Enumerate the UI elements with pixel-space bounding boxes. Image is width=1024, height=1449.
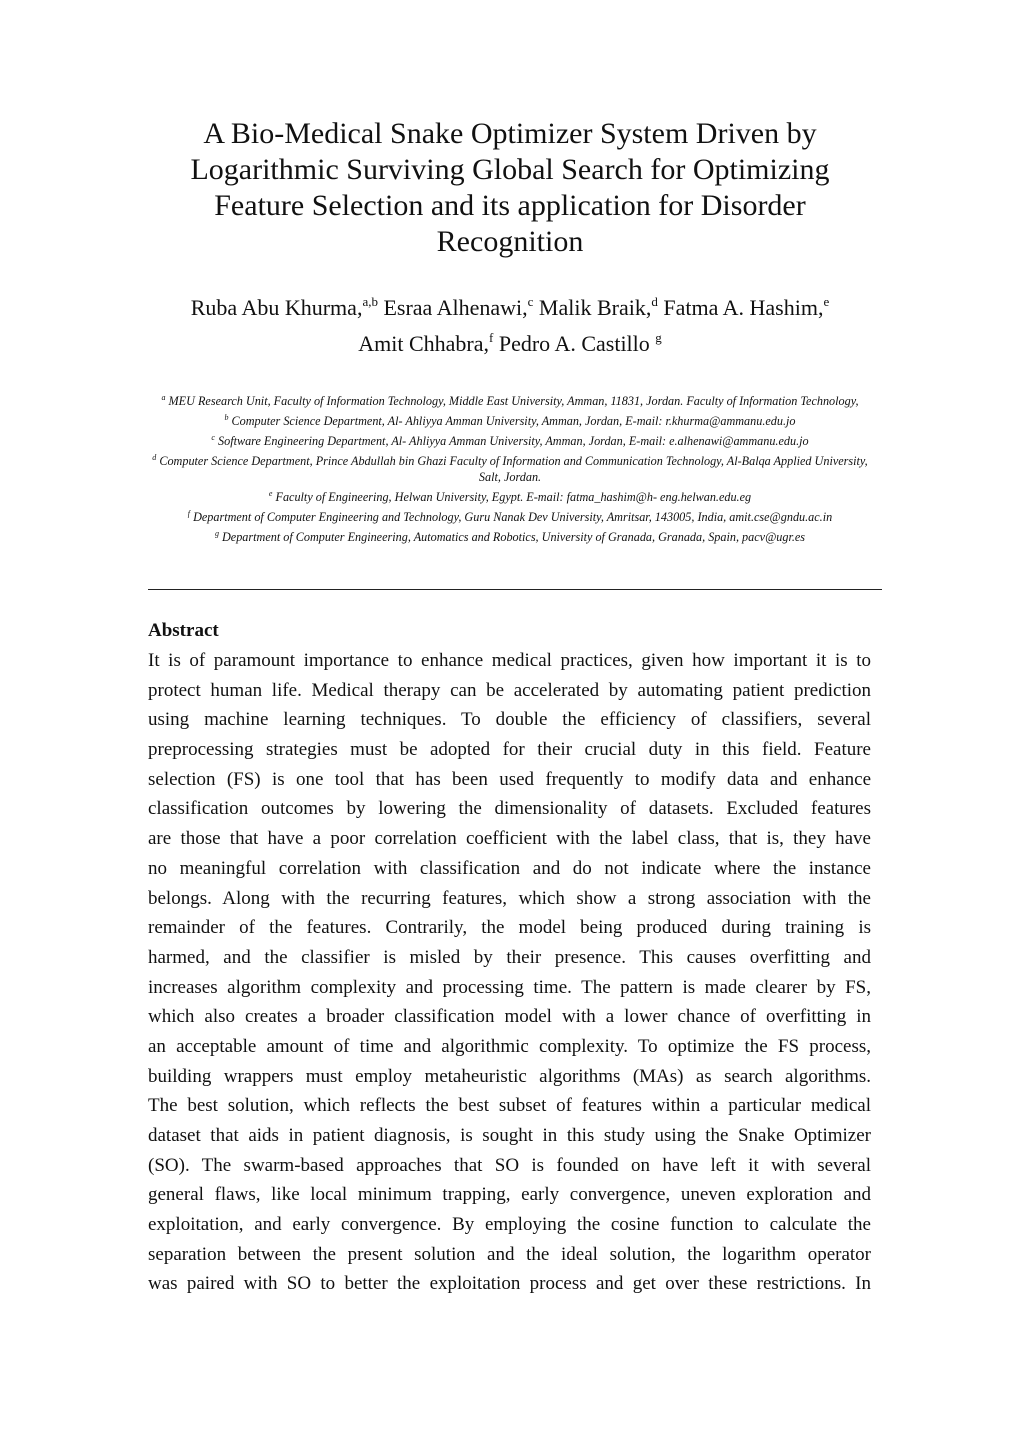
affiliation-mark: f (187, 509, 191, 518)
affiliation-text: Computer Science Department, Al- Ahliyya Amman University, Amman, Jordan, E-mail: r.khurma@ammanu.edu.jo (231, 414, 796, 428)
affiliation-item (140, 413, 880, 429)
title-line: Feature Selection and its application for Disorder (214, 189, 806, 222)
abstract-line: selection (FS) is one tool that has been used frequently to modify data and enhance (148, 768, 871, 790)
abstract-line: preprocessing strategies must be adopted for their crucial duty in this field. Feature (148, 739, 871, 761)
affiliation-item (140, 529, 880, 545)
affiliation-list (140, 393, 880, 545)
affiliation-text: Software Engineering Department, Al- Ahliyya Amman University, Amman, Jordan, E-mail: e.alhenawi@ammanu.edu.jo (218, 434, 809, 448)
affiliation-mark: a (161, 393, 166, 402)
affiliation-mark: b (224, 413, 229, 422)
abstract-line: dataset that aids in patient diagnosis, is sought in this study using the Snake Optimizer (148, 1125, 871, 1146)
abstract-line: no meaningful correlation with classification and do not indicate where the instance (148, 857, 871, 879)
section-divider (148, 589, 882, 590)
affiliation-mark: c (211, 433, 215, 442)
author-line (120, 290, 900, 326)
affiliation-text: MEU Research Unit, Faculty of Information Technology, Middle East University, Amman, 11831, Jordan. Faculty of Information Technology, (168, 394, 859, 408)
abstract-line: separation between the present solution and the ideal solution, the logarithm operator (148, 1243, 871, 1265)
abstract-line: remainder of the features. Contrarily, the model being produced during training is (148, 917, 871, 939)
affiliation-item (140, 489, 880, 505)
abstract-body (148, 646, 871, 1299)
abstract-line: belongs. Along with the recurring features, which show a strong association with the (148, 887, 871, 909)
affiliation-text: Department of Computer Engineering and Technology, Guru Nanak Dev University, Amritsar, 143005, India, amit.cse@gndu.ac.in (193, 510, 833, 524)
abstract-line: using machine learning techniques. To double the efficiency of classifiers, several (148, 709, 871, 731)
abstract-line: exploitation, and early convergence. By employing the cosine function to calculate the (148, 1214, 871, 1236)
abstract-line: The best solution, which reflects the best subset of features within a particular medical (148, 1095, 871, 1117)
affiliation-item (140, 433, 880, 449)
author-affiliation-mark: e (823, 294, 830, 309)
author-name: Esraa Alhenawi, (383, 295, 528, 320)
author-name: Malik Braik, (538, 295, 652, 320)
author-affiliation-mark: d (651, 294, 658, 309)
author-name: Ruba Abu Khurma, (190, 295, 363, 320)
abstract-line: classification outcomes by lowering the dimensionality of datasets. Excluded features (148, 798, 871, 820)
author-line (120, 326, 900, 362)
abstract-line: increases algorithm complexity and processing time. The pattern is made clearer by FS, (148, 976, 871, 998)
affiliation-text: Department of Computer Engineering, Automatics and Robotics, University of Granada, Granada, Spain, pacv@ugr.es (221, 530, 806, 544)
title-line: Recognition (436, 225, 584, 258)
title-line: Logarithmic Surviving Global Search for Optimizing (190, 153, 830, 186)
abstract-line: (SO). The swarm-based approaches that SO is founded on have left it with several (148, 1154, 871, 1176)
affiliation-text: Faculty of Engineering, Helwan University, Egypt. E-mail: fatma_hashim@h- eng.helwan.edu.eg (275, 490, 752, 504)
affiliation-item (140, 453, 880, 485)
affiliation-item (140, 509, 880, 525)
paper-title (150, 116, 870, 260)
abstract-line: harmed, and the classifier is misled by their presence. This causes overfitting and (148, 946, 871, 968)
author-name: Pedro A. Castillo (498, 331, 650, 356)
abstract-heading: Abstract (148, 620, 219, 641)
author-name: Amit Chhabra, (358, 331, 489, 356)
author-affiliation-mark: a,b (362, 294, 378, 309)
affiliation-text: Computer Science Department, Prince Abdullah bin Ghazi Faculty of Information and Communication Technology, Al-Balqa Applied University, Salt, Jordan. (159, 454, 868, 484)
abstract-line: general flaws, like local minimum trapping, early convergence, uneven exploration and (148, 1184, 871, 1206)
affiliation-mark: g (214, 529, 219, 538)
author-affiliation-mark: g (655, 330, 662, 345)
affiliation-mark: d (152, 453, 157, 462)
abstract-line: an acceptable amount of time and algorithmic complexity. To optimize the FS process, (148, 1035, 871, 1057)
abstract-line: are those that have a poor correlation coefficient with the label class, that is, they have (148, 828, 871, 850)
title-line: A Bio-Medical Snake Optimizer System Driven by (203, 117, 817, 150)
author-affiliation-mark: c (527, 294, 534, 309)
affiliation-mark: e (268, 489, 273, 498)
abstract-line: building wrappers must employ metaheuristic algorithms (MAs) as search algorithms. (148, 1065, 871, 1087)
affiliation-item (140, 393, 880, 409)
abstract-line: It is of paramount importance to enhance medical practices, given how important it is to (148, 650, 871, 671)
author-name: Fatma A. Hashim, (663, 295, 824, 320)
author-list (120, 290, 900, 362)
abstract-line: was paired with SO to better the exploitation process and get over these restrictions. In (148, 1273, 871, 1295)
abstract-line: protect human life. Medical therapy can be accelerated by automating patient prediction (148, 679, 871, 701)
abstract-line: which also creates a broader classification model with a lower chance of overfitting in (148, 1006, 871, 1028)
author-affiliation-mark: f (488, 330, 494, 345)
